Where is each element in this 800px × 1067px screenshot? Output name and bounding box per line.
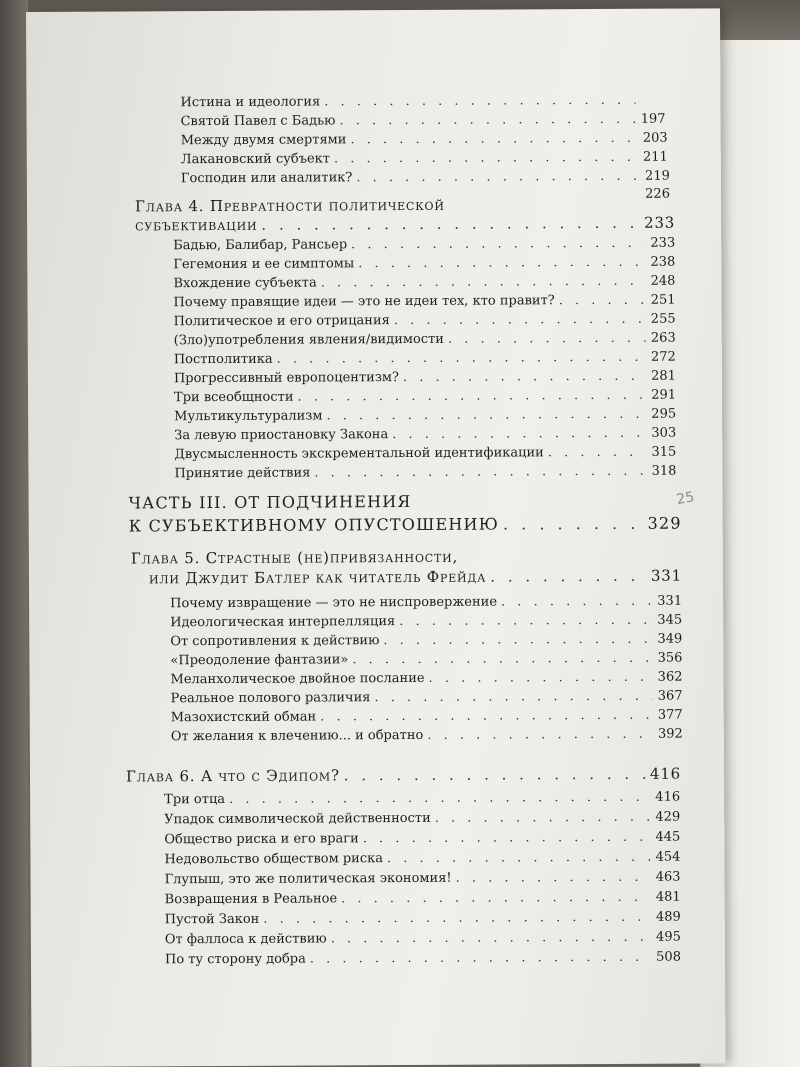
leader-dots <box>548 445 647 461</box>
pencil-annotation: 25 <box>675 489 696 509</box>
toc-entry-title: От фаллоса к действию <box>164 931 327 948</box>
leader-dots <box>263 910 651 927</box>
toc-entry <box>174 464 676 487</box>
chapter-entry <box>135 214 675 237</box>
chapter-page: 416 <box>649 764 682 783</box>
toc-entry <box>171 727 683 750</box>
leader-dots <box>331 930 651 947</box>
leader-dots <box>297 388 646 405</box>
toc-entry-title: Упадок символической действенности <box>164 810 431 828</box>
part-title: К СУБЪЕКТИВНОМУ ОПУСТОШЕНИЮ <box>128 514 500 536</box>
toc-entry-page: 272 <box>650 349 676 365</box>
toc-entry-title: Идеологическая интерпелляция <box>170 614 396 631</box>
toc-entry-title: Мазохистский обман <box>170 709 317 726</box>
toc-entry-title: Пустой Закон <box>164 911 260 928</box>
toc-entry-page: 219 <box>645 168 670 184</box>
leader-dots <box>277 350 646 367</box>
toc-entry-title: Глупыш, это же политическая экономия! <box>164 870 452 888</box>
toc-entry-title: За левую приостановку Закона <box>174 427 389 444</box>
leader-dots <box>261 214 640 234</box>
toc-entry-page: 454 <box>655 849 681 865</box>
toc-entry-page: 367 <box>657 688 683 704</box>
toc-entry-title: Общество риска и его враги <box>164 831 359 848</box>
toc-entry-page: 331 <box>657 593 683 609</box>
toc-entry-page: 291 <box>651 387 677 403</box>
toc-entry <box>164 850 680 873</box>
leader-dots <box>358 255 645 272</box>
toc-entry-page: 281 <box>651 368 676 384</box>
toc-entry-title: Принятие действия <box>174 465 311 482</box>
toc-entry <box>165 930 681 953</box>
toc-entry-title: Между двумя смертями <box>180 132 347 149</box>
leader-dots <box>334 150 638 167</box>
chapter-title: субъективации <box>135 215 258 235</box>
chapter-title: или Джудит Батлер как читатель Фрейда <box>148 567 487 588</box>
chapter-title: Глава 5. Страстные (не)привязанности, <box>130 547 459 568</box>
toc-entry-title: Мультикультурализм <box>174 408 323 425</box>
leader-dots <box>339 112 635 129</box>
leader-dots <box>394 312 646 328</box>
toc-entry-page: 295 <box>651 406 677 422</box>
toc-entry-title: Господин или аналитик? <box>180 170 353 187</box>
leader-dots <box>427 727 653 743</box>
leader-dots <box>352 651 652 668</box>
leader-dots <box>321 274 646 291</box>
toc-entry-page: 349 <box>657 631 683 647</box>
toc-entry-title: Три всеобщности <box>173 389 294 406</box>
leader-dots <box>448 331 646 347</box>
toc-entry-page: 416 <box>655 789 681 805</box>
leader-dots <box>383 632 652 648</box>
toc-entry-title: Вхождение субъекта <box>173 275 317 292</box>
leader-dots <box>503 514 644 534</box>
toc-entry-page: 233 <box>650 235 676 251</box>
toc-entry-title: От желания к влечению... и обратно <box>170 727 424 745</box>
toc-entry-title: Постполитика <box>173 351 273 368</box>
part-page: 329 <box>647 513 682 533</box>
chapter-entry <box>126 765 681 788</box>
toc-entry-title: Недовольство обществом риска <box>164 851 384 868</box>
toc-entry <box>164 810 680 833</box>
toc-entry-title: Реальное полового различия <box>170 690 371 707</box>
toc-entry-page: 392 <box>657 726 683 742</box>
toc-entry-page: 238 <box>650 254 676 270</box>
toc-entry-page: 481 <box>655 889 681 905</box>
leader-dots <box>501 594 652 610</box>
toc-entry-title: Лакановский субъект <box>180 151 331 168</box>
toc-entry-title: Возвращения в Реальное <box>164 891 338 908</box>
leader-dots <box>229 790 650 807</box>
leader-dots <box>435 810 651 826</box>
leader-dots <box>356 169 640 185</box>
leader-dots <box>344 765 646 785</box>
toc-entry-page: 463 <box>655 869 681 885</box>
chapter-page: 331 <box>650 566 683 585</box>
leader-dots <box>320 708 653 725</box>
leader-dots <box>326 407 646 424</box>
toc-entry-page: 356 <box>657 650 683 666</box>
toc-entry <box>165 890 681 913</box>
toc-entry-title: Святой Павел с Бадью <box>180 113 336 130</box>
toc-entry-page: 197 <box>640 111 666 127</box>
leader-dots <box>324 93 635 110</box>
toc-entry-title: По ту сторону добра <box>164 951 306 968</box>
toc-entry <box>165 910 681 933</box>
toc-entry-title: Почему правящие идеи — это не идеи тех, кто правит? <box>173 293 555 311</box>
toc-entry-page: 345 <box>657 612 683 628</box>
leader-dots <box>310 950 651 967</box>
toc-entry-title: Почему извращение — это не ниспровержение <box>170 594 498 612</box>
toc-entry-title: Бадью, Балибар, Рансьер <box>173 237 348 254</box>
leader-dots <box>399 613 652 629</box>
toc-entry-title: Политическое и его отрицания <box>173 313 390 330</box>
toc-entry-page: 303 <box>651 425 677 441</box>
toc-entry-title: Три отца <box>164 791 226 808</box>
toc-entry-page: 362 <box>657 669 683 685</box>
leader-dots <box>341 890 651 907</box>
toc-entry-title: Гегемония и ее симптомы <box>173 256 355 273</box>
leader-dots <box>490 567 647 586</box>
toc-entry-page: 255 <box>650 311 676 327</box>
toc-entry <box>164 830 680 853</box>
toc-entry-page: 377 <box>657 707 683 723</box>
toc-entry <box>164 790 680 813</box>
part-title: ЧАСТЬ III. ОТ ПОДЧИНЕНИЯ <box>128 491 412 513</box>
leader-dots <box>363 830 651 847</box>
leader-dots <box>429 670 653 686</box>
toc-entry-title: От сопротивления к действию <box>170 633 380 650</box>
leader-dots <box>392 426 646 442</box>
background-shadow <box>0 0 28 1067</box>
chapter-entry <box>149 567 682 590</box>
table-of-contents <box>26 8 726 1067</box>
book-page <box>26 8 726 1067</box>
toc-entry-title: Двусмысленность экскрементальной идентификации <box>174 445 544 463</box>
toc-entry <box>165 870 681 893</box>
toc-entry <box>165 950 681 973</box>
leader-dots <box>350 131 637 148</box>
toc-entry-title: Истина и идеология <box>180 94 321 111</box>
leader-dots <box>351 236 645 253</box>
chapter-title: Глава 6. А что с Эдипом? <box>125 766 340 786</box>
chapter-page: 233 <box>644 213 676 232</box>
toc-entry-title: (Зло)употребления явления/видимости <box>173 331 444 349</box>
toc-entry-title: Прогрессивный европоцентизм? <box>173 370 400 387</box>
toc-entry-page: 445 <box>655 829 681 845</box>
leader-dots <box>387 850 651 866</box>
toc-entry-title: «Преодоление фантазии» <box>170 652 349 669</box>
toc-entry-page: 429 <box>655 809 681 825</box>
toc-entry-page: 495 <box>655 929 681 945</box>
leader-dots <box>456 870 651 886</box>
toc-entry-title: Меланхолическое двойное послание <box>170 670 425 688</box>
leader-dots <box>559 293 646 308</box>
toc-entry-page: 211 <box>642 149 668 165</box>
part-entry <box>129 514 682 539</box>
toc-entry-page: 226 <box>645 186 671 202</box>
leader-dots <box>403 369 646 385</box>
toc-entry-page: 315 <box>651 444 677 460</box>
toc-entry-page: 508 <box>656 949 681 965</box>
toc-entry-page: 251 <box>650 292 676 308</box>
leader-dots <box>314 464 646 481</box>
leader-dots <box>374 689 652 705</box>
toc-entry-page: 263 <box>650 330 676 346</box>
toc-entry-page: 318 <box>651 463 677 479</box>
toc-entry-page: 489 <box>655 909 681 925</box>
toc-entry-page: 203 <box>642 130 668 146</box>
toc-entry-page: 248 <box>650 273 676 289</box>
chapter-title: Глава 4. Превратности политической <box>134 195 445 216</box>
